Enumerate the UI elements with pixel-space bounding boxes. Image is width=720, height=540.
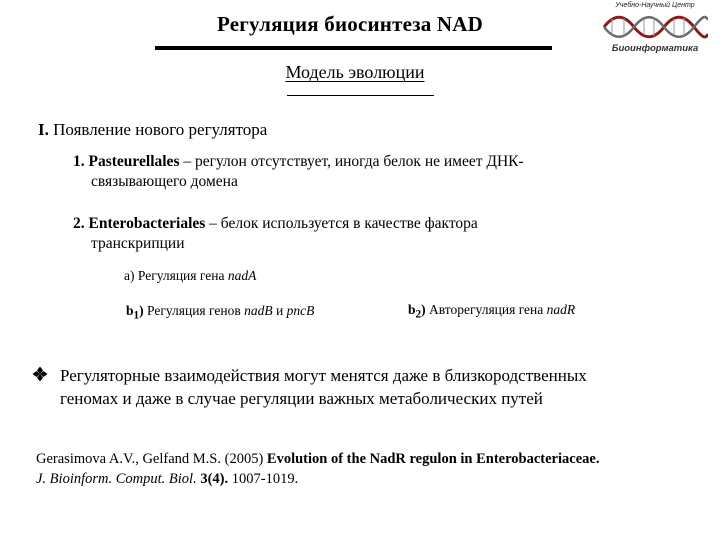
subitem-a-text: Регуляция гена [134, 268, 228, 283]
gene-pncb: pncB [286, 303, 315, 318]
subitem-b1-text: Регуляция генов [143, 303, 245, 318]
diamond-bullet-icon [32, 366, 48, 382]
subitem-b2-label: b [408, 302, 416, 317]
reference-journal: J. Bioinform. Comput. Biol. [36, 471, 197, 487]
bullet-line1: Регуляторные взаимодействия могут менятся даже в близкородственных [60, 366, 587, 385]
reference-title: Evolution of the NadR regulon in Enterobacteriaceae. [266, 451, 600, 467]
subitem-b1-subscript: 1 [133, 309, 140, 322]
reference-volume: 3(4). [196, 471, 229, 487]
item-text-line1: – регулон отсутствует, иногда белок не имеет ДНК- [179, 153, 524, 170]
list-item-pasteurellales [73, 152, 633, 192]
dna-helix-icon [602, 12, 708, 42]
item-number: 1. [73, 153, 85, 170]
page-title: Регуляция биосинтеза NAD [216, 12, 484, 36]
gene-nadb: nadB [244, 303, 273, 318]
subitem-b2-paren: ) [421, 302, 426, 317]
reference-authors: Gerasimova A.V., Gelfand M.S. (2005) [36, 451, 267, 467]
section-heading-text: Появление нового регулятора [53, 120, 268, 139]
logo-top-text: Учебно-Научный Центр [615, 2, 695, 9]
subtitle-underline [287, 95, 434, 96]
bullet-line2: геномах и даже в случае регуляции важных метаболических путей [60, 389, 543, 408]
item-name: Enterobacteriales [88, 215, 206, 232]
section-heading [38, 120, 267, 140]
reference [36, 449, 686, 489]
list-item-enterobacteriales [73, 214, 633, 254]
item-text-line2: связывающего домена [91, 173, 238, 190]
item-text-line2: транскрипции [91, 235, 185, 252]
subitem-a [124, 268, 256, 284]
bioinformatics-logo [592, 2, 718, 58]
gene-nadr: nadR [546, 302, 576, 317]
subitem-b2-text: Авторегуляция гена [425, 302, 547, 317]
title-underline [155, 46, 552, 50]
page-subtitle: Модель эволюции [285, 62, 425, 82]
subitem-b1-and: и [272, 303, 287, 318]
item-name: Pasteurellales [88, 153, 180, 170]
subitem-b2 [408, 302, 575, 321]
section-numeral: I. [38, 120, 49, 139]
logo-bottom-text: Биоинформатика [611, 43, 699, 54]
subitem-b1-paren: ) [139, 303, 144, 318]
subitem-a-label: а) [124, 268, 135, 283]
item-number: 2. [73, 215, 85, 232]
item-text-line1: – белок используется в качестве фактора [205, 215, 478, 232]
bullet-point [32, 364, 702, 410]
subitem-b1 [126, 303, 314, 322]
gene-nada: nadA [227, 268, 257, 283]
reference-pages: 1007-1019. [228, 471, 299, 487]
subitem-b1-label: b [126, 303, 134, 318]
subitem-b2-subscript: 2 [415, 308, 422, 321]
